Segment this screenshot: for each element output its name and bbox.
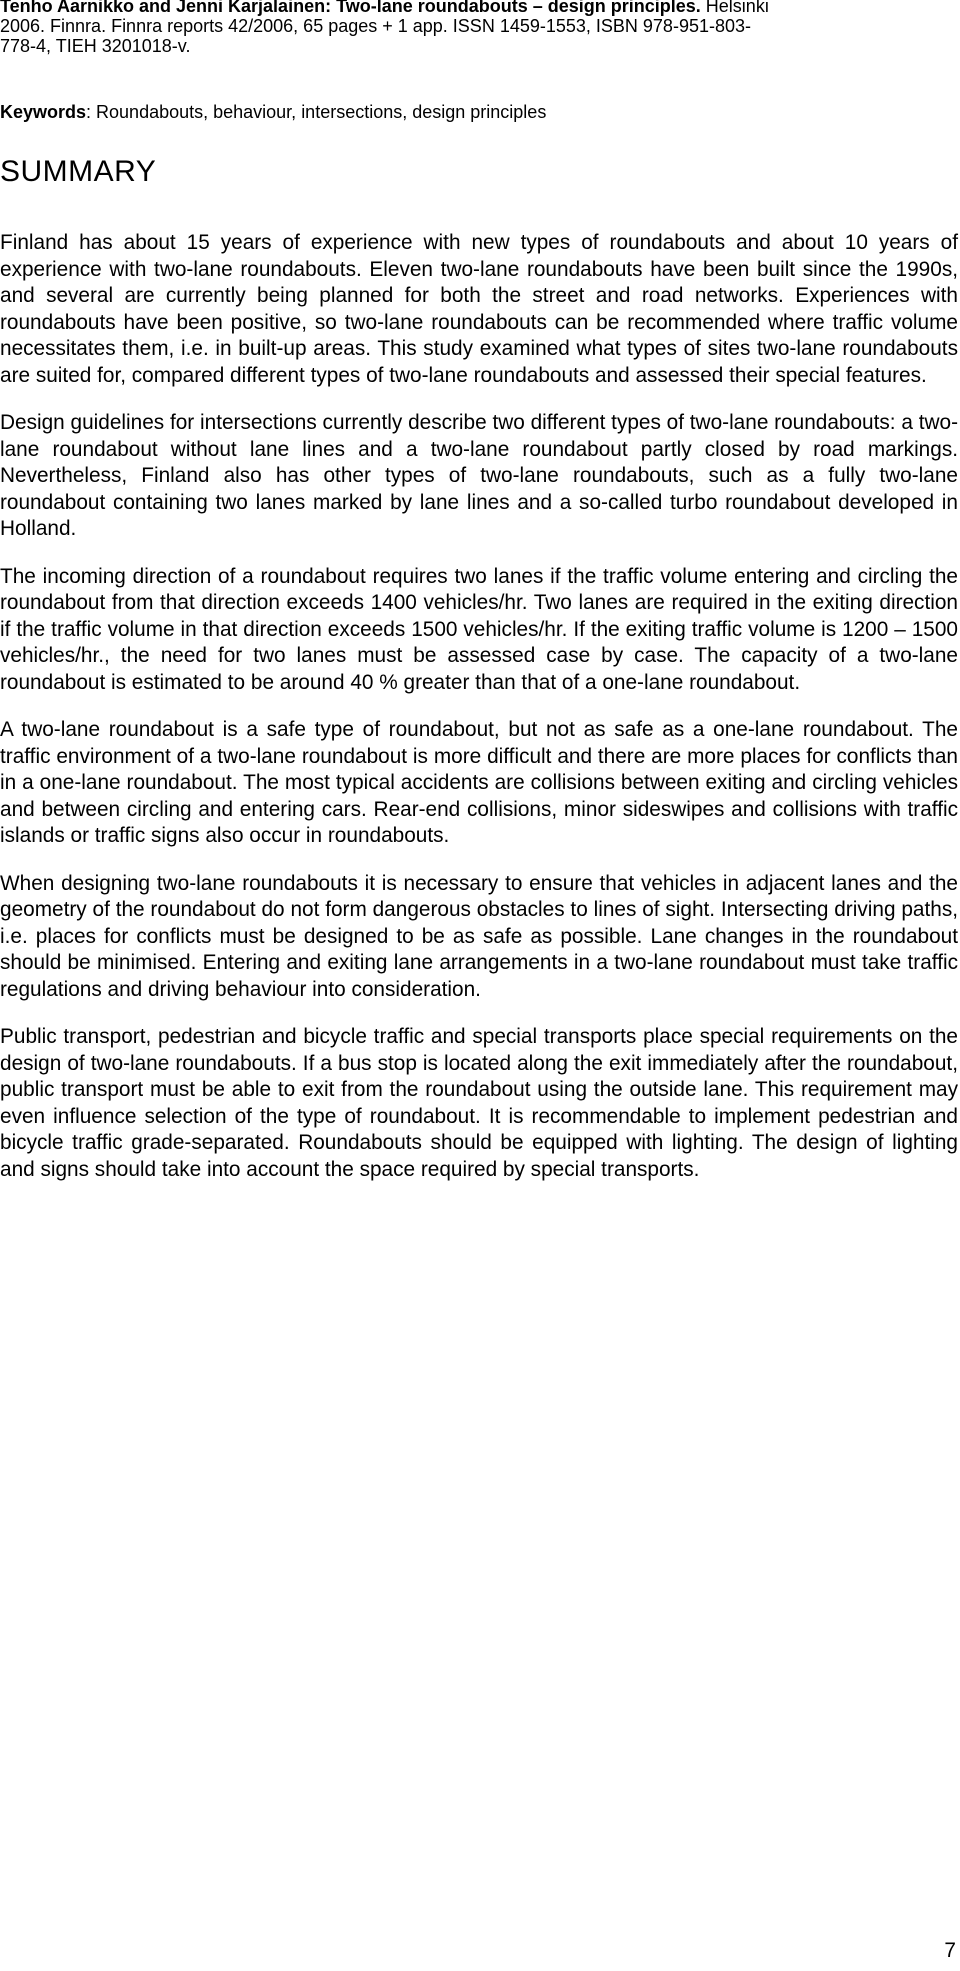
- paragraph: Design guidelines for intersections currently describe two different types of two-lane roundabouts: a two-lane roundabout without lane lines and a two-lane roundabout partly closed by road markings. Nevertheless, Finland also has other types of two-lane roundabouts, such as a fully two-lane roundabout containing two lanes marked by lane lines and a so-called turbo roundabout developed in Holland.: [0, 411, 958, 540]
- paragraph: The incoming direction of a roundabout requires two lanes if the traffic volume entering and circling the roundabout from that direction exceeds 1400 vehicles/hr. Two lanes are required in the exiting direction if the traffic volume in that direction exceeds 1500 vehicles/hr. If the exiting traffic volume is 1200 – 1500 vehicles/hr., the need for two lanes must be assessed case by case. The capacity of a two-lane roundabout is estimated to be around 40 % greater than that of a one-lane roundabout.: [0, 564, 958, 694]
- paragraph: When designing two-lane roundabouts it is necessary to ensure that vehicles in adjacent lanes and the geometry of the roundabout do not form dangerous obstacles to lines of sight. Intersecting driving paths, i.e. places for conflicts must be designed to be as safe as possible. Lane changes in the roundabout should be minimised. Entering and exiting lane arrangements in a two-lane roundabout must take traffic regulations and driving behaviour into consideration.: [0, 871, 958, 1001]
- page-number: 7: [944, 1939, 956, 1962]
- summary-body: [0, 230, 958, 1204]
- keywords-line: [0, 100, 958, 124]
- keywords-label: Keywords: [0, 102, 87, 122]
- keywords-text: : Roundabouts, behaviour, intersections, design principles: [86, 102, 547, 122]
- paragraph: Finland has about 15 years of experience with new types of roundabouts and about 10 years of experience with two-lane roundabouts. Eleven two-lane roundabouts have been built since the 1990s, and several are currently being planned for both the street and road networks. Experiences with roundabouts have been positive, so two-lane roundabouts can be recommended where traffic volume necessitates them, i.e. in built-up areas. This study examined what types of sites two-lane roundabouts are suited for, compared different types of two-lane roundabouts and assessed their special features.: [0, 231, 958, 387]
- reference-block: [0, 0, 770, 56]
- publication-details: Helsinki 2006. Finnra. Finnra reports 42/2006, 65 pages + 1 app. ISSN 1459-1553, ISBN 978-951-803-778-4, TIEH 3201018-v.: [0, 0, 769, 56]
- paragraph: Public transport, pedestrian and bicycle traffic and special transports place special requirements on the design of two-lane roundabouts. If a bus stop is located along the exit immediately after the roundabout, public transport must be able to exit from the roundabout using the outside lane. This requirement may even influence selection of the type of roundabout. It is recommendable to implement pedestrian and bicycle traffic grade-separated. Roundabouts should be equipped with lighting. The design of lighting and signs should take into account the space required by special transports.: [0, 1025, 958, 1181]
- paragraph: A two-lane roundabout is a safe type of roundabout, but not as safe as a one-lane roundabout. The traffic environment of a two-lane roundabout is more difficult and there are more places for conflicts than in a one-lane roundabout. The most typical accidents are collisions between exiting and circling vehicles and between circling and entering cars. Rear-end collisions, minor sideswipes and collisions with traffic islands or traffic signs also occur in roundabouts.: [0, 718, 958, 847]
- summary-heading: SUMMARY: [0, 155, 157, 188]
- authors-title: Tenho Aarnikko and Jenni Karjalainen: Two-lane roundabouts – design principles.: [0, 0, 701, 16]
